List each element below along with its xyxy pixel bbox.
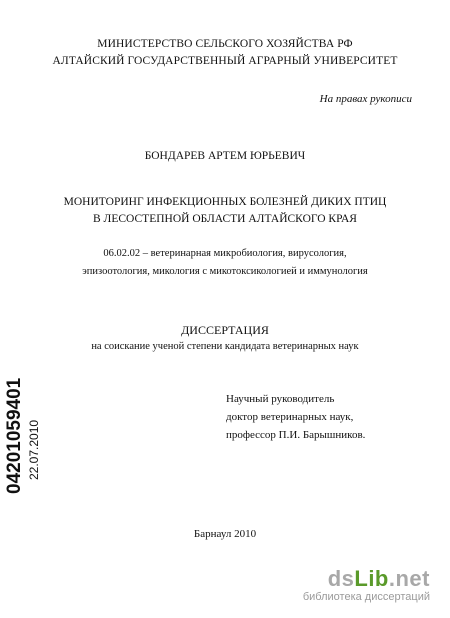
stamp-number: 04201059401 (4, 377, 25, 494)
degree-line: на соискание ученой степени кандидата ветеринарных наук (91, 341, 359, 352)
place-year: Барнаул 2010 (193, 528, 257, 540)
dissertation-heading: ДИССЕРТАЦИЯ (181, 323, 269, 337)
thesis-title-line-2: В ЛЕСОСТЕПНОЙ ОБЛАСТИ АЛТАЙСКОГО КРАЯ (93, 213, 357, 225)
logo-subtitle: библиотека диссертаций (302, 591, 430, 603)
supervisor-label: Научный руководитель (226, 393, 335, 405)
author-name: БОНДАРЕВ АРТЕМ ЮРЬЕВИЧ (144, 150, 306, 162)
manuscript-note: На правах рукописи (319, 93, 412, 105)
dslib-logo[interactable] (303, 566, 430, 603)
stamp-date: 22.07.2010 (27, 419, 41, 480)
university-name: АЛТАЙСКИЙ ГОСУДАРСТВЕННЫЙ АГРАРНЫЙ УНИВЕРСИТЕТ (52, 55, 398, 67)
specialty-line-1: 06.02.02 – ветеринарная микробиология, вирусология, (103, 248, 347, 259)
specialty-line-2: эпизоотология, микология с микотоксикологией и иммунология (82, 266, 368, 277)
logo-mark: dsLib.net (327, 566, 430, 591)
library-stamp (2, 368, 44, 496)
thesis-title-line-1: МОНИТОРИНГ ИНФЕКЦИОННЫХ БОЛЕЗНЕЙ ДИКИХ ПТИЦ (63, 196, 387, 208)
supervisor-name: профессор П.И. Барышников. (226, 429, 366, 441)
supervisor-degree: доктор ветеринарных наук, (226, 411, 354, 423)
ministry-name: МИНИСТЕРСТВО СЕЛЬСКОГО ХОЗЯЙСТВА РФ (97, 38, 353, 50)
